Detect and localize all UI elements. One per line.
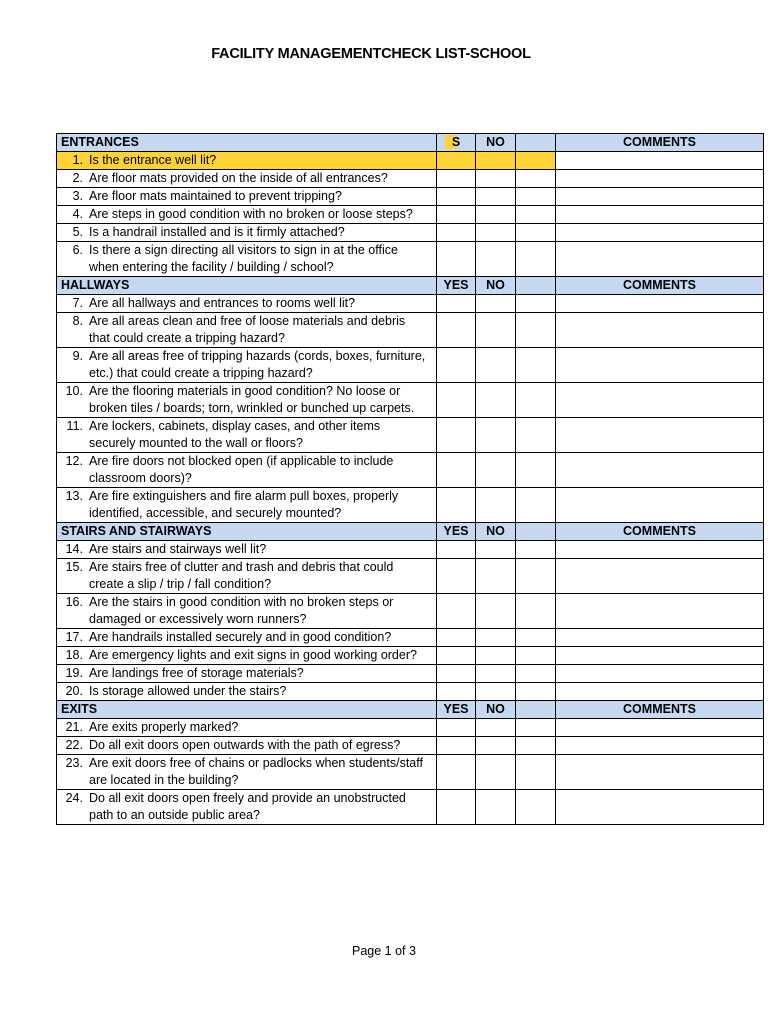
- column-header-comments: COMMENTS: [556, 277, 764, 295]
- answer-blank-cell[interactable]: [516, 629, 556, 647]
- column-header-yes: YES: [437, 277, 476, 295]
- column-header-blank: [516, 701, 556, 719]
- comments-cell[interactable]: [556, 170, 764, 188]
- question-number: 5.: [72, 225, 83, 239]
- question-number: 6.: [72, 243, 83, 257]
- checklist-row: [57, 224, 764, 242]
- question-text: Are lockers, cabinets, display cases, and other items securely mounted to the wall or floors?: [89, 419, 381, 450]
- question-cell: [57, 790, 437, 825]
- comments-cell[interactable]: [556, 755, 764, 790]
- checklist-row: [57, 719, 764, 737]
- answer-no-cell[interactable]: [476, 170, 516, 188]
- answer-blank-cell[interactable]: [516, 541, 556, 559]
- question-text: Is storage allowed under the stairs?: [89, 684, 287, 698]
- question-text: Are floor mats provided on the inside of all entrances?: [89, 171, 388, 185]
- checklist-row: [57, 755, 764, 790]
- question-cell: [57, 348, 437, 383]
- comments-cell[interactable]: [556, 188, 764, 206]
- comments-cell[interactable]: [556, 719, 764, 737]
- question-number: 19.: [65, 666, 83, 680]
- answer-no-cell[interactable]: [476, 295, 516, 313]
- comments-cell[interactable]: [556, 790, 764, 825]
- answer-blank-cell[interactable]: [516, 418, 556, 453]
- answer-blank-cell[interactable]: [516, 170, 556, 188]
- question-number: 1.: [72, 153, 83, 167]
- question-number: 16.: [65, 595, 83, 609]
- answer-blank-cell[interactable]: [516, 348, 556, 383]
- answer-no-cell[interactable]: [476, 383, 516, 418]
- section-title: EXITS: [57, 701, 437, 719]
- question-number: 4.: [72, 207, 83, 221]
- column-header-yes: YES: [437, 701, 476, 719]
- checklist-row: [57, 488, 764, 523]
- checklist-row: [57, 683, 764, 701]
- comments-cell[interactable]: [556, 152, 764, 170]
- comments-cell[interactable]: [556, 559, 764, 594]
- answer-no-cell[interactable]: [476, 188, 516, 206]
- question-cell: [57, 719, 437, 737]
- answer-blank-cell[interactable]: [516, 242, 556, 277]
- question-text: Are exit doors free of chains or padlocks when students/staff are located in the building?: [89, 756, 423, 787]
- checklist-row: [57, 594, 764, 629]
- answer-blank-cell[interactable]: [516, 453, 556, 488]
- answer-blank-cell[interactable]: [516, 719, 556, 737]
- checklist-row: [57, 383, 764, 418]
- question-text: Is a handrail installed and is it firmly attached?: [89, 225, 345, 239]
- section-header: [57, 701, 764, 719]
- section-title: ENTRANCES: [57, 134, 437, 152]
- question-text: Are landings free of storage materials?: [89, 666, 304, 680]
- column-header-no: NO: [476, 701, 516, 719]
- question-text: Are the flooring materials in good condition? No loose or broken tiles / boards; torn, wrinkled or bunched up carpets.: [89, 384, 415, 415]
- answer-yes-cell[interactable]: [437, 295, 476, 313]
- answer-yes-cell[interactable]: [437, 453, 476, 488]
- answer-yes-cell[interactable]: [437, 383, 476, 418]
- question-text: Are emergency lights and exit signs in good working order?: [89, 648, 417, 662]
- answer-no-cell[interactable]: [476, 488, 516, 523]
- question-cell: [57, 453, 437, 488]
- question-number: 7.: [72, 296, 83, 310]
- checklist-row: [57, 665, 764, 683]
- column-header-comments: COMMENTS: [556, 523, 764, 541]
- answer-blank-cell[interactable]: [516, 152, 556, 170]
- checklist-row: [57, 737, 764, 755]
- section-title: HALLWAYS: [57, 277, 437, 295]
- question-text: Are all hallways and entrances to rooms well lit?: [89, 296, 356, 310]
- answer-no-cell[interactable]: [476, 737, 516, 755]
- comments-cell[interactable]: [556, 453, 764, 488]
- section-header: [57, 277, 764, 295]
- comments-cell[interactable]: [556, 737, 764, 755]
- comments-cell[interactable]: [556, 488, 764, 523]
- question-cell: [57, 206, 437, 224]
- comments-cell[interactable]: [556, 206, 764, 224]
- question-text: Do all exit doors open outwards with the path of egress?: [89, 738, 401, 752]
- question-text: Are handrails installed securely and in good condition?: [89, 630, 392, 644]
- answer-blank-cell[interactable]: [516, 206, 556, 224]
- question-cell: [57, 629, 437, 647]
- checklist-row: [57, 242, 764, 277]
- checklist-row: [57, 188, 764, 206]
- answer-no-cell[interactable]: [476, 755, 516, 790]
- answer-yes-cell[interactable]: [437, 683, 476, 701]
- question-number: 17.: [65, 630, 83, 644]
- answer-blank-cell[interactable]: [516, 647, 556, 665]
- question-text: Are steps in good condition with no broken or loose steps?: [89, 207, 413, 221]
- answer-yes-cell[interactable]: [437, 224, 476, 242]
- checklist-row: [57, 206, 764, 224]
- checklist-row: [57, 790, 764, 825]
- question-number: 12.: [65, 454, 83, 468]
- answer-blank-cell[interactable]: [516, 665, 556, 683]
- answer-no-cell[interactable]: [476, 418, 516, 453]
- answer-yes-cell[interactable]: [437, 629, 476, 647]
- answer-blank-cell[interactable]: [516, 295, 556, 313]
- section-header: [57, 523, 764, 541]
- answer-blank-cell[interactable]: [516, 224, 556, 242]
- answer-blank-cell[interactable]: [516, 188, 556, 206]
- answer-yes-cell[interactable]: [437, 665, 476, 683]
- checklist-row: [57, 348, 764, 383]
- answer-no-cell[interactable]: [476, 665, 516, 683]
- column-header-text: S: [451, 135, 461, 149]
- answer-no-cell[interactable]: [476, 559, 516, 594]
- question-cell: [57, 541, 437, 559]
- checklist-table: [56, 133, 764, 825]
- answer-yes-cell[interactable]: [437, 737, 476, 755]
- checklist-row: [57, 541, 764, 559]
- column-header-no: NO: [476, 277, 516, 295]
- question-cell: [57, 665, 437, 683]
- answer-yes-cell[interactable]: [437, 152, 476, 170]
- checklist-row: [57, 152, 764, 170]
- answer-yes-cell[interactable]: [437, 541, 476, 559]
- answer-blank-cell[interactable]: [516, 755, 556, 790]
- answer-no-cell[interactable]: [476, 242, 516, 277]
- question-number: 2.: [72, 171, 83, 185]
- comments-cell[interactable]: [556, 295, 764, 313]
- question-number: 24.: [65, 791, 83, 805]
- answer-no-cell[interactable]: [476, 313, 516, 348]
- question-number: 9.: [72, 349, 83, 363]
- comments-cell[interactable]: [556, 313, 764, 348]
- answer-blank-cell[interactable]: [516, 559, 556, 594]
- question-number: 20.: [65, 684, 83, 698]
- answer-no-cell[interactable]: [476, 790, 516, 825]
- question-text: Are floor mats maintained to prevent tripping?: [89, 189, 342, 203]
- answer-blank-cell[interactable]: [516, 594, 556, 629]
- answer-blank-cell[interactable]: [516, 383, 556, 418]
- column-header-comments: COMMENTS: [556, 134, 764, 152]
- answer-no-cell[interactable]: [476, 206, 516, 224]
- question-cell: [57, 594, 437, 629]
- question-text: Are fire doors not blocked open (if applicable to include classroom doors)?: [89, 454, 394, 485]
- comments-cell[interactable]: [556, 629, 764, 647]
- column-header-comments: COMMENTS: [556, 701, 764, 719]
- question-cell: [57, 559, 437, 594]
- answer-blank-cell[interactable]: [516, 313, 556, 348]
- answer-no-cell[interactable]: [476, 541, 516, 559]
- section-title: STAIRS AND STAIRWAYS: [57, 523, 437, 541]
- question-cell: [57, 683, 437, 701]
- question-number: 10.: [65, 384, 83, 398]
- answer-yes-cell[interactable]: [437, 313, 476, 348]
- column-header-no: NO: [476, 134, 516, 152]
- question-cell: [57, 170, 437, 188]
- comments-cell[interactable]: [556, 665, 764, 683]
- checklist-row: [57, 559, 764, 594]
- question-cell: [57, 383, 437, 418]
- question-cell: [57, 737, 437, 755]
- question-number: 22.: [65, 738, 83, 752]
- question-text: Is there a sign directing all visitors to sign in at the office when entering the facility / building / school?: [89, 243, 398, 274]
- comments-cell[interactable]: [556, 242, 764, 277]
- answer-yes-cell[interactable]: [437, 559, 476, 594]
- question-cell: [57, 418, 437, 453]
- answer-no-cell[interactable]: [476, 647, 516, 665]
- comments-cell[interactable]: [556, 224, 764, 242]
- column-header-yes: YES: [437, 523, 476, 541]
- question-text: Are the stairs in good condition with no broken steps or damaged or excessively worn runners?: [89, 595, 394, 626]
- checklist-row: [57, 313, 764, 348]
- question-cell: [57, 224, 437, 242]
- question-cell: [57, 188, 437, 206]
- question-number: 21.: [65, 720, 83, 734]
- answer-yes-cell[interactable]: [437, 188, 476, 206]
- question-number: 23.: [65, 756, 83, 770]
- checklist-row: [57, 453, 764, 488]
- comments-cell[interactable]: [556, 594, 764, 629]
- answer-yes-cell[interactable]: [437, 647, 476, 665]
- column-header-blank: [516, 277, 556, 295]
- column-header-yes: [437, 134, 476, 152]
- answer-yes-cell[interactable]: [437, 206, 476, 224]
- question-text: Are stairs and stairways well lit?: [89, 542, 267, 556]
- column-header-blank: [516, 523, 556, 541]
- question-number: 11.: [66, 419, 83, 433]
- question-text: Are all areas free of tripping hazards (cords, boxes, furniture, etc.) that could create a tripping hazard?: [89, 349, 426, 380]
- answer-yes-cell[interactable]: [437, 594, 476, 629]
- question-cell: [57, 242, 437, 277]
- question-number: 15.: [65, 560, 83, 574]
- comments-cell[interactable]: [556, 348, 764, 383]
- question-cell: [57, 295, 437, 313]
- answer-no-cell[interactable]: [476, 152, 516, 170]
- answer-no-cell[interactable]: [476, 594, 516, 629]
- question-text: Are all areas clean and free of loose materials and debris that could create a tripping hazard?: [89, 314, 406, 345]
- answer-blank-cell[interactable]: [516, 683, 556, 701]
- question-text: Are fire extinguishers and fire alarm pull boxes, properly identified, accessible, and securely mounted?: [89, 489, 399, 520]
- question-text: Are exits properly marked?: [89, 720, 239, 734]
- answer-blank-cell[interactable]: [516, 737, 556, 755]
- answer-yes-cell[interactable]: [437, 418, 476, 453]
- answer-blank-cell[interactable]: [516, 488, 556, 523]
- question-cell: [57, 488, 437, 523]
- checklist-row: [57, 629, 764, 647]
- answer-no-cell[interactable]: [476, 683, 516, 701]
- question-number: 14.: [65, 542, 83, 556]
- answer-yes-cell[interactable]: [437, 170, 476, 188]
- question-number: 3.: [72, 189, 83, 203]
- question-cell: [57, 647, 437, 665]
- question-text: Is the entrance well lit?: [89, 153, 217, 167]
- question-cell: [57, 313, 437, 348]
- question-number: 8.: [72, 314, 83, 328]
- question-number: 18.: [65, 648, 83, 662]
- comments-cell[interactable]: [556, 683, 764, 701]
- comments-cell[interactable]: [556, 647, 764, 665]
- answer-no-cell[interactable]: [476, 629, 516, 647]
- answer-no-cell[interactable]: [476, 348, 516, 383]
- question-text: Are stairs free of clutter and trash and debris that could create a slip / trip / fall condition?: [89, 560, 394, 591]
- answer-yes-cell[interactable]: [437, 488, 476, 523]
- answer-no-cell[interactable]: [476, 453, 516, 488]
- answer-yes-cell[interactable]: [437, 242, 476, 277]
- answer-yes-cell[interactable]: [437, 348, 476, 383]
- checklist-row: [57, 170, 764, 188]
- page-number: Page 1 of 3: [352, 944, 416, 958]
- answer-yes-cell[interactable]: [437, 790, 476, 825]
- answer-no-cell[interactable]: [476, 224, 516, 242]
- answer-yes-cell[interactable]: [437, 719, 476, 737]
- answer-no-cell[interactable]: [476, 719, 516, 737]
- answer-yes-cell[interactable]: [437, 755, 476, 790]
- question-cell: [57, 755, 437, 790]
- checklist-row: [57, 295, 764, 313]
- document-title: FACILITY MANAGEMENTCHECK LIST-SCHOOL: [211, 46, 531, 62]
- question-number: 13.: [65, 489, 83, 503]
- section-header: [57, 134, 764, 152]
- checklist-row: [57, 647, 764, 665]
- answer-blank-cell[interactable]: [516, 790, 556, 825]
- comments-cell[interactable]: [556, 418, 764, 453]
- column-header-no: NO: [476, 523, 516, 541]
- comments-cell[interactable]: [556, 383, 764, 418]
- checklist-row: [57, 418, 764, 453]
- question-text: Do all exit doors open freely and provide an unobstructed path to an outside public area?: [89, 791, 406, 822]
- comments-cell[interactable]: [556, 541, 764, 559]
- column-header-blank: [516, 134, 556, 152]
- question-cell: [57, 152, 437, 170]
